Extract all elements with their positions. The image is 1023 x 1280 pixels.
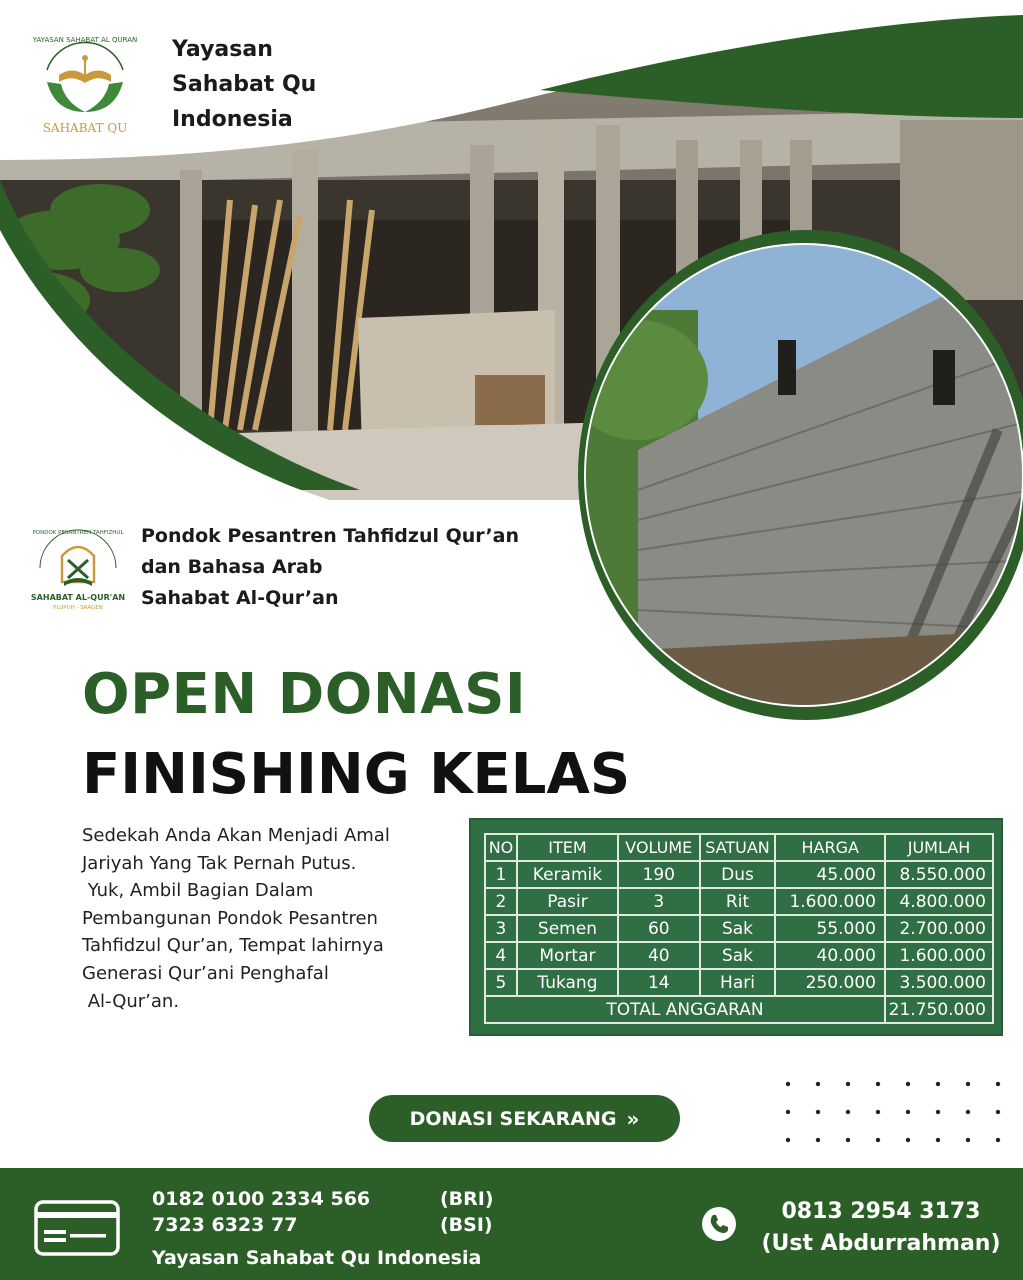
footer [0, 1168, 1023, 1280]
pondok-name-line: Sahabat Al-Qur’an [141, 587, 339, 609]
table-cell: 2 [485, 888, 517, 915]
pondok-logo [28, 520, 128, 620]
table-cell: 8.550.000 [885, 861, 993, 888]
table-cell: 5 [485, 969, 517, 996]
table-cell: Semen [517, 915, 618, 942]
yayasan-logo [25, 20, 145, 140]
table-cell: Pasir [517, 888, 618, 915]
total-value: 21.750.000 [885, 996, 993, 1023]
pondok-name [141, 521, 571, 614]
table-header: ITEM [517, 834, 618, 861]
table-header: JUMLAH [885, 834, 993, 861]
account-number-bri: 0182 0100 2334 566 [152, 1188, 371, 1210]
table-cell: 190 [618, 861, 700, 888]
table-cell: 45.000 [775, 861, 885, 888]
contact-block [760, 1196, 1002, 1260]
pondok-logo-text: SAHABAT AL-QUR'AN [30, 593, 126, 602]
table-cell: 250.000 [775, 969, 885, 996]
yayasan-name-line: Indonesia [172, 107, 293, 132]
table-row [485, 915, 993, 942]
table-cell: 4.800.000 [885, 888, 993, 915]
description-line: Pembangunan Pondok Pesantren [82, 907, 378, 929]
table-cell: 3 [618, 888, 700, 915]
table-cell: 40.000 [775, 942, 885, 969]
description [82, 822, 452, 1015]
double-chevron-right-icon: » [626, 1106, 640, 1131]
headline-finishing-kelas: FINISHING KELAS [82, 742, 631, 807]
table-row [485, 942, 993, 969]
table-cell: Mortar [517, 942, 618, 969]
total-label: TOTAL ANGGARAN [485, 996, 885, 1023]
bank-name-bri: (BRI) [440, 1188, 494, 1210]
table-header: SATUAN [700, 834, 776, 861]
donate-now-label: DONASI SEKARANG [409, 1107, 617, 1130]
bank-card-icon [34, 1200, 120, 1256]
account-holder: Yayasan Sahabat Qu Indonesia [152, 1247, 482, 1269]
table-cell: 1.600.000 [775, 888, 885, 915]
table-header: HARGA [775, 834, 885, 861]
svg-text:PONDOK PESANTREN TAHFIZHUL: PONDOK PESANTREN TAHFIZHUL [32, 530, 124, 536]
table-row [485, 969, 993, 996]
table-cell: 14 [618, 969, 700, 996]
table-cell: 4 [485, 942, 517, 969]
wall-photo-circle [578, 230, 1023, 720]
donate-now-button[interactable] [369, 1095, 680, 1142]
yayasan-name [172, 32, 372, 137]
bank-name-bsi: (BSI) [440, 1214, 493, 1236]
contact-name: (Ust Abdurrahman) [761, 1231, 1001, 1256]
table-cell: Sak [700, 942, 776, 969]
table-header-row [485, 834, 993, 861]
pondok-name-line: dan Bahasa Arab [141, 556, 323, 578]
description-line: Sedekah Anda Akan Menjadi Amal [82, 825, 390, 846]
table-cell: Rit [700, 888, 776, 915]
svg-text:YAYASAN SAHABAT AL QURAN: YAYASAN SAHABAT AL QURAN [32, 36, 138, 44]
table-header: NO [485, 834, 517, 861]
decorative-dots [780, 1076, 1010, 1148]
table-cell: Tukang [517, 969, 618, 996]
table-total-row [485, 996, 993, 1023]
description-line: Tahfidzul Qur’an, Tempat lahirnya [82, 935, 384, 957]
table-header: VOLUME [618, 834, 700, 861]
logo-text: SAHABAT QU [42, 121, 128, 135]
table-cell: 2.700.000 [885, 915, 993, 942]
table-cell: Keramik [517, 861, 618, 888]
phone-icon [701, 1206, 737, 1242]
table-cell: 60 [618, 915, 700, 942]
description-line: Al-Qur’an. [82, 990, 180, 1012]
budget-table [484, 833, 994, 1024]
yayasan-name-line: Sahabat Qu [172, 72, 317, 97]
table-cell: 1.600.000 [885, 942, 993, 969]
table-cell: 1 [485, 861, 517, 888]
table-cell: 55.000 [775, 915, 885, 942]
table-cell: Dus [700, 861, 776, 888]
table-row [485, 888, 993, 915]
contact-phone: 0813 2954 3173 [781, 1199, 981, 1224]
table-cell: 3.500.000 [885, 969, 993, 996]
description-line: Jariyah Yang Tak Pernah Putus. [82, 852, 357, 874]
pondok-logo-sub: PLUPUH - SRAGEN [53, 605, 103, 611]
budget-board [469, 818, 1003, 1036]
table-cell: Sak [700, 915, 776, 942]
account-number-bsi: 7323 6323 77 [152, 1214, 298, 1236]
table-cell: 40 [618, 942, 700, 969]
description-line: Yuk, Ambil Bagian Dalam [82, 880, 314, 902]
yayasan-name-line: Yayasan [172, 37, 273, 62]
pondok-name-line: Pondok Pesantren Tahfidzul Qur’an [141, 525, 520, 547]
table-row [485, 861, 993, 888]
table-cell: Hari [700, 969, 776, 996]
table-cell: 3 [485, 915, 517, 942]
headline-open-donasi: OPEN DONASI [82, 662, 527, 727]
description-line: Generasi Qur’ani Penghafal [82, 962, 329, 984]
